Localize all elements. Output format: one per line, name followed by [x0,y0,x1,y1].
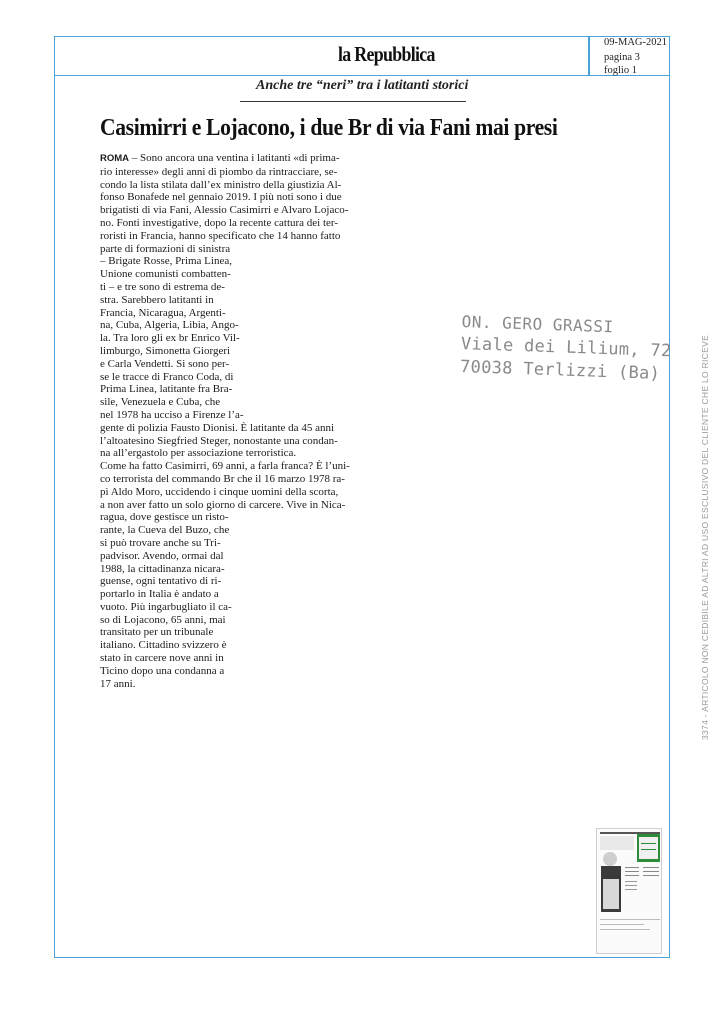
article-line: padvisor. Avendo, ormai dal [100,549,224,562]
article-line: stato in carcere nove anni in [100,652,224,665]
article-line: na, Cuba, Algeria, Libia, Ango- [100,319,239,332]
article-line: nel 1978 ha ucciso a Firenze l’a- [100,408,244,421]
article-line: transitato per un tribunale [100,626,214,639]
page-number: pagina 3 [604,52,640,63]
vertical-disclaimer: 3374 - ARTICOLO NON CEDIBILE AD ALTRI AD USO ESCLUSIVO DEL CLIENTE CHE LO RICEVE [700,334,710,740]
article-line: Unione comunisti combatten- [100,268,231,281]
article-line: condo la lista stilata dall’ex ministro della giustizia Al- [100,178,342,191]
article-line-text: – Sono ancora una ventina i latitanti «di prima- [129,152,340,164]
article-line: parte di formazioni di sinistra [100,242,231,255]
article-line: 1988, la cittadinanza nicara- [100,562,225,575]
article-line: ragua, dove gestisce un risto- [100,511,229,524]
article-line: l’altoatesino Siegfried Steger, nonostante una condan- [100,434,338,447]
article-line: italiano. Cittadino svizzero è [100,639,227,652]
stamp-name: ON. GERO GRASSI [461,312,614,337]
article-line: rio interesse» degli anni di piombo da rintracciare, se- [100,165,338,178]
article-headline: Casimirri e Lojacono, i due Br di via Fani mai presi [100,115,558,141]
stamp-city: 70038 Terlizzi (Ba) [459,356,661,384]
article-line: so di Lojacono, 65 anni, mai [100,613,226,626]
article-line: limburgo, Simonetta Giorgeri [100,344,231,357]
masthead: la Repubblica [338,42,435,66]
article-line: gente di polizia Fausto Dionisi. È latitante da 45 anni [100,421,335,434]
article-line: ti – e tre sono di estrema de- [100,280,225,293]
article-line: se le tracce di Franco Coda, di [100,370,234,383]
article-line: e Carla Vendetti. Si sono per- [100,357,230,370]
article-line: Come ha fatto Casimirri, 69 anni, a farla franca? È l’uni- [100,460,350,473]
article-line: guense, ogni tentativo di ri- [100,575,222,588]
page-thumbnail [596,828,662,954]
article-line: roristi in Francia, hanno specificato che 14 hanno fatto [100,229,341,242]
address-stamp [460,312,673,384]
article-line: la. Tra loro gli ex br Enrico Vil- [100,332,240,345]
article-dateline: ROMA [100,153,130,164]
article-line: brigatisti di via Fani, Alessio Casimirri e Alvaro Lojaco- [100,204,349,217]
publication-date: 09-MAG-2021 [604,37,667,48]
article-line: co terrorista del commando Br che il 16 marzo 1978 ra- [100,472,345,485]
article-line: – Brigate Rosse, Prima Linea, [100,255,232,268]
article-line: Ticino dopo una condanna a [100,664,225,677]
article-line: si può trovare anche su Tri- [100,536,221,549]
article-line: Prima Linea, latitante fra Bra- [100,383,233,396]
header-divider [588,36,590,76]
article-line: pì Aldo Moro, uccidendo i cinque uomini della scorta, [100,485,339,498]
article-line: 17 anni. [100,677,136,690]
article-line: stra. Sarebbero latitanti in [100,293,214,306]
article-line: fonso Bonafede nel gennaio 2019. I più noti sono i due [100,191,342,204]
article-kicker: Anche tre “neri” tra i latitanti storici [256,78,469,93]
thumbnail-image [597,829,662,954]
article-body [100,152,350,690]
kicker-rule [240,101,466,102]
article-line: sile, Venezuela e Cuba, che [100,396,221,409]
article-line: no. Fonti investigative, dopo la recente cattura dei ter- [100,216,339,229]
article-line: Francia, Nicaragua, Argenti- [100,306,226,319]
sheet-number: foglio 1 [604,65,637,76]
article-line: vuoto. Più ingarbugliato il ca- [100,600,232,613]
stamp-street: Viale dei Lilium, 72 [460,333,672,362]
article-line: portarlo in Italia è andato a [100,588,219,601]
article-line: rante, la Cueva del Buzo, che [100,524,230,537]
article-line: na all’ergastolo per associazione terroristica. [100,447,297,460]
article-line [100,152,350,166]
article-line: a non aver fatto un solo giorno di carcere. Vive in Nica- [100,498,346,511]
